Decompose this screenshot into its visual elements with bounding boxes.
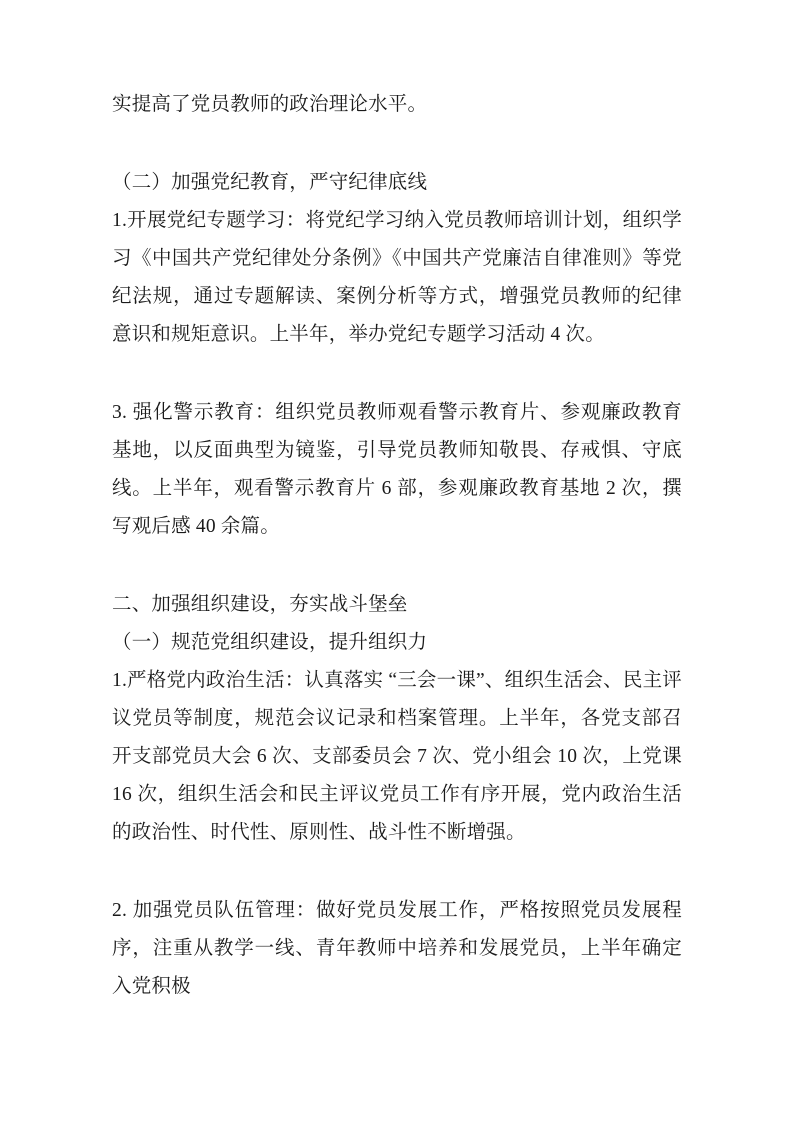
paragraph-spacer <box>112 852 682 892</box>
paragraph-8: 2. 加强党员队伍管理：做好党员发展工作，严格按照党员发展程序，注重从教学一线、青年教师中培养和发展党员，上半年确定入党积极 <box>112 900 682 997</box>
paragraph-4: 3. 强化警示教育：组织党员教师观看警示教育片、参观廉政教育基地，以反面典型为镜鉴，引导党员教师知敬畏、存戒惧、守底线。上半年，观看警示教育片 6 部，参观廉政教育基地 2 次，撰写观后感 40 余篇。 <box>112 402 682 537</box>
paragraph-7: 1.严格党内政治生活：认真落实 “三会一课”、组织生活会、民主评议党员等制度，规范会议记录和档案管理。上半年，各党支部召开支部党员大会 6 次、支部委员会 7 次、党小组会 10 次，上党课 16 次，组织生活会和民主评议党员工作有序开展，党内政治生活的政治性、时代性、原则性、战斗性不断增强。 <box>112 670 682 843</box>
heading-section-2: 二、加强组织建设，夯实战斗堡垒 <box>112 594 408 615</box>
paragraph-spacer <box>112 354 682 394</box>
heading-section-2-1: （一）规范党组织建设，提升组织力 <box>112 632 428 653</box>
paragraph-1: 实提高了党员教师的政治理论水平。 <box>112 94 428 115</box>
heading-section-1-2: （二）加强党纪教育，严守纪律底线 <box>112 172 428 193</box>
paragraph-spacer <box>112 124 682 164</box>
paragraph-3: 1.开展党纪专题学习：将党纪学习纳入党员教师培训计划，组织学习《中国共产党纪律处分条例》《中国共产党廉洁自律准则》等党纪法规，通过专题解读、案例分析等方式，增强党员教师的纪律意识和规矩意识。上半年，举办党纪专题学习活动 4 次。 <box>112 210 682 345</box>
paragraph-spacer <box>112 546 682 586</box>
document-body <box>112 86 682 1006</box>
